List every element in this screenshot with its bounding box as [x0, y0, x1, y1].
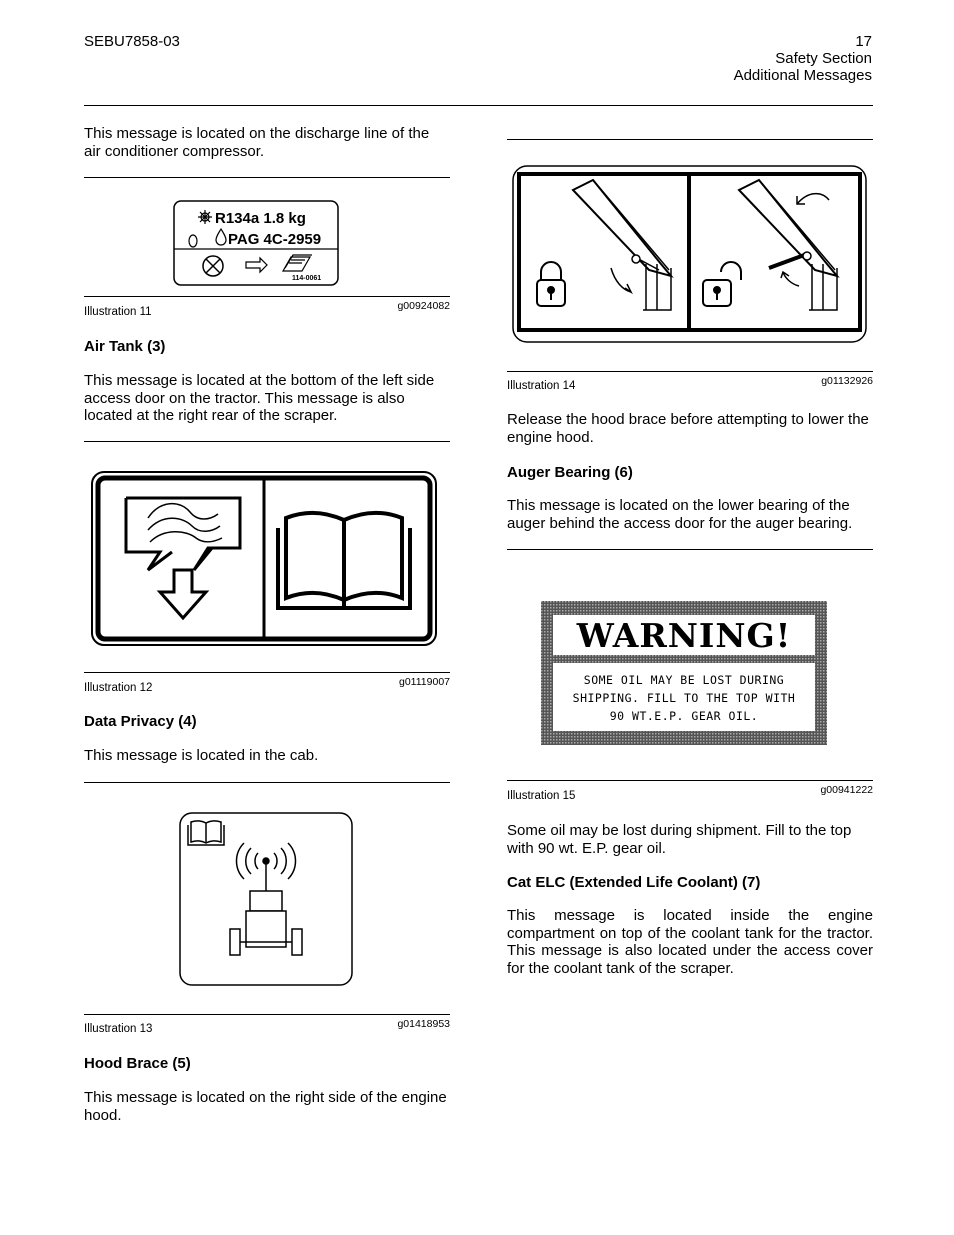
illustration-14-label: Illustration 14 — [507, 380, 576, 392]
air-tank-paragraph: This message is located at the bottom of the left side access door on the tractor. This message is also located at the right rear of the scraper. — [84, 372, 435, 424]
data-privacy-heading: Data Privacy (4) — [84, 713, 197, 730]
warning-line-3: 90 WT.E.P. GEAR OIL. — [609, 709, 759, 723]
caption-rule — [507, 780, 873, 781]
warning-line-1: SOME OIL MAY BE LOST DURING — [583, 673, 785, 687]
illustration-15-label: Illustration 15 — [507, 790, 576, 802]
illustration-11-code: g00924082 — [397, 300, 450, 312]
warning-gear-oil-decal — [541, 601, 827, 745]
air-tank-heading: Air Tank (3) — [84, 338, 166, 355]
auger-bearing-heading: Auger Bearing (6) — [507, 464, 633, 481]
illustration-12-code: g01119007 — [399, 676, 450, 688]
warning-title: WARNING! — [576, 616, 792, 655]
subsection-title: Additional Messages — [733, 67, 872, 84]
data-privacy-paragraph: This message is located in the cab. — [84, 747, 319, 764]
hood-brace-heading: Hood Brace (5) — [84, 1055, 191, 1072]
hood-brace-paragraph: This message is located on the right side of the engine hood. — [84, 1089, 447, 1124]
cat-elc-heading: Cat ELC (Extended Life Coolant) (7) — [507, 874, 761, 891]
oil-text: PAG 4C-2959 — [228, 231, 322, 248]
cat-elc-paragraph: This message is located inside the engine compartment on top of the coolant tank for the tractor. This message is also located under the access cover for the coolant tank of the scraper. — [507, 907, 873, 977]
intro-paragraph: This message is located on the discharge line of the air conditioner compressor. — [84, 125, 430, 160]
illustration-12-label: Illustration 12 — [84, 682, 153, 694]
illustration-15-code: g00941222 — [820, 784, 873, 796]
caption-rule — [84, 296, 450, 297]
air-tank-safety-decal — [90, 470, 438, 647]
part-number: 114-0061 — [292, 275, 322, 282]
release-paragraph: Release the hood brace before attempting to lower the engine hood. — [507, 411, 869, 446]
refrigerant-label-image — [172, 199, 340, 287]
book-icon — [278, 513, 410, 608]
divider — [507, 549, 873, 550]
header-rule — [84, 105, 873, 106]
data-privacy-decal — [178, 811, 354, 987]
warning-line-2: SHIPPING. FILL TO THE TOP WITH — [572, 691, 796, 705]
page-number: 17 — [855, 33, 872, 50]
section-title: Safety Section — [775, 50, 872, 67]
divider — [507, 139, 873, 140]
page-header — [734, 33, 872, 84]
illustration-14-code: g01132926 — [821, 375, 873, 387]
auger-bearing-paragraph: This message is located on the lower bearing of the auger behind the access door for the auger bearing. — [507, 497, 853, 532]
gear-icon — [198, 210, 212, 224]
caption-rule — [84, 1014, 450, 1015]
illustration-13-code: g01418953 — [397, 1018, 450, 1030]
caption-rule — [84, 672, 450, 673]
oil-paragraph: Some oil may be lost during shipment. Fill to the top with 90 wt. E.P. gear oil. — [507, 822, 852, 857]
illustration-13-label: Illustration 13 — [84, 1023, 153, 1035]
hood-brace-decal — [511, 164, 868, 344]
illustration-11-label: Illustration 11 — [84, 306, 152, 318]
caption-rule — [507, 371, 873, 372]
divider — [84, 441, 450, 442]
refrigerant-text: R134a 1.8 kg — [215, 210, 306, 227]
divider — [84, 782, 450, 783]
divider — [84, 177, 450, 178]
document-id: SEBU7858-03 — [84, 33, 180, 50]
